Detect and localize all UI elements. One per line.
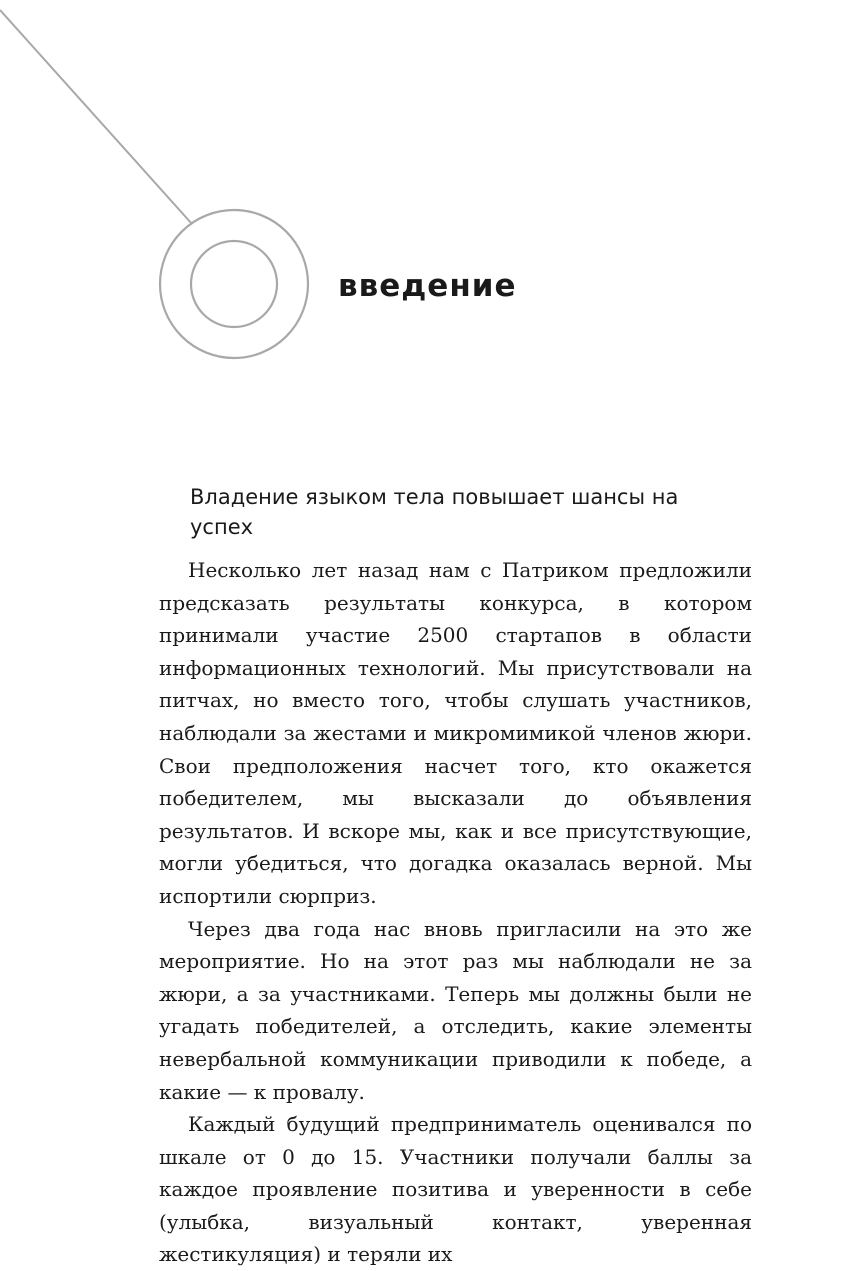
- ornament-outer-circle: [160, 210, 308, 358]
- paragraph-3: Каждый будущий предприниматель оценивался по шкале от 0 до 15. Участники получали баллы за каждое проявление позитива и уверенности в себе (улыбка, визуальный контакт, уверенная жестикуляция) и теряли их: [159, 1112, 752, 1267]
- ornament-inner-circle: [191, 241, 277, 327]
- ornament-line: [0, 10, 192, 224]
- chapter-ornament: [0, 0, 844, 400]
- paragraph-1: Несколько лет назад нам с Патриком предложили предсказать результаты конкурса, в котором принимали участие 2500 стартапов в области информационных технологий. Мы присутствовали на питчах, но вместо того, чтобы слушать участников, наблюдали за жестами и микромимикой членов жюри. Свои предположения насчет того, кто окажется победителем, мы высказали до объявления результатов. И вскоре мы, как и все присутствующие, могли убедиться, что догадка оказалась верной. Мы испортили сюрприз.: [159, 558, 752, 908]
- body-text: [159, 554, 752, 1271]
- chapter-subtitle: Владение языком тела повышает шансы на успех: [190, 485, 679, 539]
- paragraph-2: Через два года нас вновь пригласили на это же мероприятие. Но на этот раз мы наблюдали не за жюри, а за участниками. Теперь мы должны были не угадать победителей, а отследить, какие элементы невербальной коммуникации приводили к победе, а какие — к провалу.: [159, 916, 752, 1104]
- chapter-title: введение: [338, 268, 517, 304]
